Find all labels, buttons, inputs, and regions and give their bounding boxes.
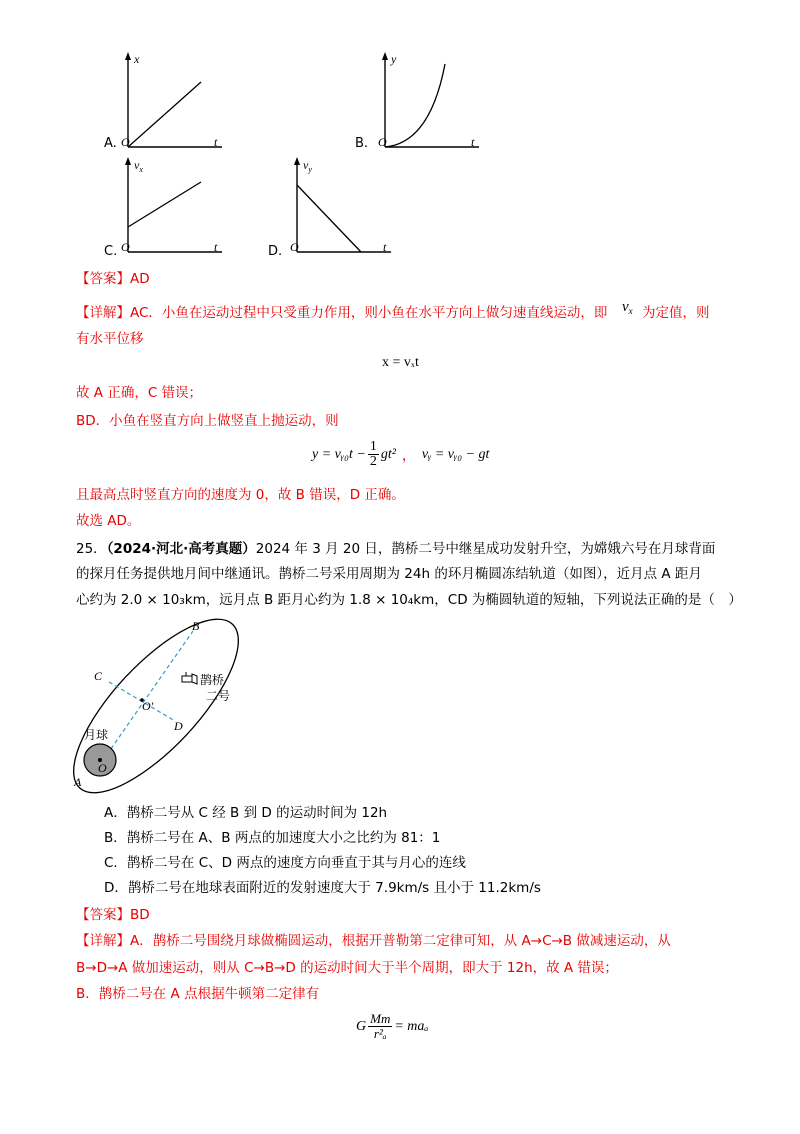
q24-eq2-right: vᵧ = vᵧ₀ − gt <box>421 446 490 462</box>
q25-equation <box>356 1012 429 1041</box>
point-c-label: C <box>94 669 103 683</box>
q25-detail-1: A．鹊桥二号围绕月球做椭圆运动，根据开普勒第二定律可知，从 A→C→B 做减速运动，从 <box>130 933 671 949</box>
q24-detail-line-1 <box>76 302 607 324</box>
graph-b-curve <box>385 64 445 147</box>
graph-a-y-label: x <box>134 52 140 66</box>
q25-detail-line-3: B．鹊桥二号在 A 点根据牛顿第二定律有 <box>76 986 320 1002</box>
q24-equation-1: x = vₓt <box>382 355 419 370</box>
graph-c-label: C. <box>104 244 118 259</box>
graph-a-x-label: t <box>214 135 218 149</box>
q24-eq2-mid: gt² <box>380 446 396 462</box>
q24-eq2-num: 1 <box>369 439 377 454</box>
graph-d-y-label: $v_y$ <box>303 158 312 174</box>
q24-answer: 【答案】AD <box>76 271 150 287</box>
graph-d-y-arrow <box>294 157 300 165</box>
graph-b <box>375 50 485 155</box>
graph-d-label: D. <box>268 244 283 259</box>
orbit-figure <box>70 614 270 794</box>
graph-a-origin: O <box>121 135 130 149</box>
graph-a-line <box>128 82 201 147</box>
graph-a-label: A. <box>104 136 117 151</box>
graph-b-y-arrow <box>382 52 388 60</box>
q24-equation-2 <box>312 440 489 469</box>
q25-stem-1: 2024 年 3 月 20 日，鹊桥二号中继星成功发射升空，为嫦娥六号在月球背面 <box>255 541 716 557</box>
q24-detail-1b: 为定值，则 <box>642 305 710 321</box>
q25-number: 25． <box>76 541 107 557</box>
graph-c-x-label: t <box>214 240 218 254</box>
satellite-label-1: 鹊桥 <box>200 673 225 687</box>
graph-d-origin: O <box>290 240 299 254</box>
q24-eq2-left: y = vᵧ₀t − <box>312 446 366 462</box>
moon-label: 月球 <box>84 728 109 742</box>
q24-line-b: BD．小鱼在竖直方向上做竖直上抛运动，则 <box>76 413 339 429</box>
graph-d-x-label: t <box>383 240 387 254</box>
q25-detail-line-2: B→D→A 做加速运动，则从 C→B→D 的运动时间大于半个周期，即大于 12h，故 A 错误； <box>76 960 618 976</box>
q24-detail-tag: 【详解】 <box>76 305 130 321</box>
q25-eq-right: = maₐ <box>394 1018 429 1034</box>
q25-option-c: C．鹊桥二号在 C、D 两点的速度方向垂直于其与月心的连线 <box>104 855 466 871</box>
q25-eq-g: G <box>356 1018 367 1034</box>
q24-line-a: 故 A 正确，C 错误； <box>76 385 203 401</box>
graph-b-x-label: t <box>471 135 475 149</box>
q25-source: （2024·河北·高考真题） <box>106 541 256 557</box>
satellite-label-2: 二号 <box>206 689 231 703</box>
point-o-label: O <box>98 761 107 775</box>
satellite-icon <box>182 672 197 684</box>
q25-detail-tag: 【详解】 <box>76 933 130 949</box>
graph-c-origin: O <box>121 240 130 254</box>
point-a-label: A <box>74 775 82 789</box>
q24-detail-line-2: 有水平位移 <box>76 331 144 347</box>
q25-option-d: D．鹊桥二号在地球表面附近的发射速度大于 7.9km/s 且小于 11.2km/s <box>104 880 541 896</box>
q24-detail-1a: AC．小鱼在运动过程中只受重力作用，则小鱼在水平方向上做匀速直线运动，即 <box>130 305 608 321</box>
graph-c-y-label: $v_x$ <box>134 158 143 174</box>
q25-eq-num: Mm <box>370 1011 391 1026</box>
q25-stem-line-2: 的探月任务提供地月间中继通讯。鹊桥二号采用周期为 24h 的环月椭圆冻结轨道（如图），近月点 A 距月 <box>76 566 702 582</box>
q25-stem-line-3: 心约为 2.0 × 10₃km，远月点 B 距月心约为 1.8 × 10₄km，CD 为椭圆轨道的短轴，下列说法正确的是（ ） <box>76 592 742 608</box>
q24-eq2-den: 2 <box>369 454 377 469</box>
q25-stem-line-1 <box>76 538 715 560</box>
q24-eq2-frac <box>368 440 379 469</box>
q24-line-c: 且最高点时竖直方向的速度为 0，故 B 错误，D 正确。 <box>76 487 405 503</box>
q25-eq-frac <box>368 1012 392 1041</box>
q25-option-b: B．鹊桥二号在 A、B 两点的加速度大小之比约为 81：1 <box>104 830 441 846</box>
q25-answer: 【答案】BD <box>76 907 150 923</box>
q24-line-d: 故选 AD。 <box>76 513 141 529</box>
q24-vx-symbol: $v_x$ <box>622 299 633 316</box>
graph-d-line <box>297 185 361 252</box>
graph-b-label: B. <box>355 136 369 151</box>
q24-eq2-sep: ， <box>401 448 416 464</box>
graph-d <box>287 155 397 260</box>
point-d-label: D <box>174 719 183 733</box>
q25-detail-line-1 <box>76 930 671 952</box>
graph-c-y-arrow <box>125 157 131 165</box>
q25-eq-den: r²ₐ <box>373 1026 387 1041</box>
graph-a-y-arrow <box>125 52 131 60</box>
graph-c-line <box>128 182 201 227</box>
graph-b-origin: O <box>378 135 387 149</box>
q25-option-a: A．鹊桥二号从 C 经 B 到 D 的运动时间为 12h <box>104 805 388 821</box>
point-b-label: B <box>192 619 200 633</box>
graph-b-y-label: y <box>391 52 397 66</box>
point-oprime-label: O′ <box>142 699 154 713</box>
graph-c <box>118 155 228 260</box>
graph-a <box>118 50 228 155</box>
